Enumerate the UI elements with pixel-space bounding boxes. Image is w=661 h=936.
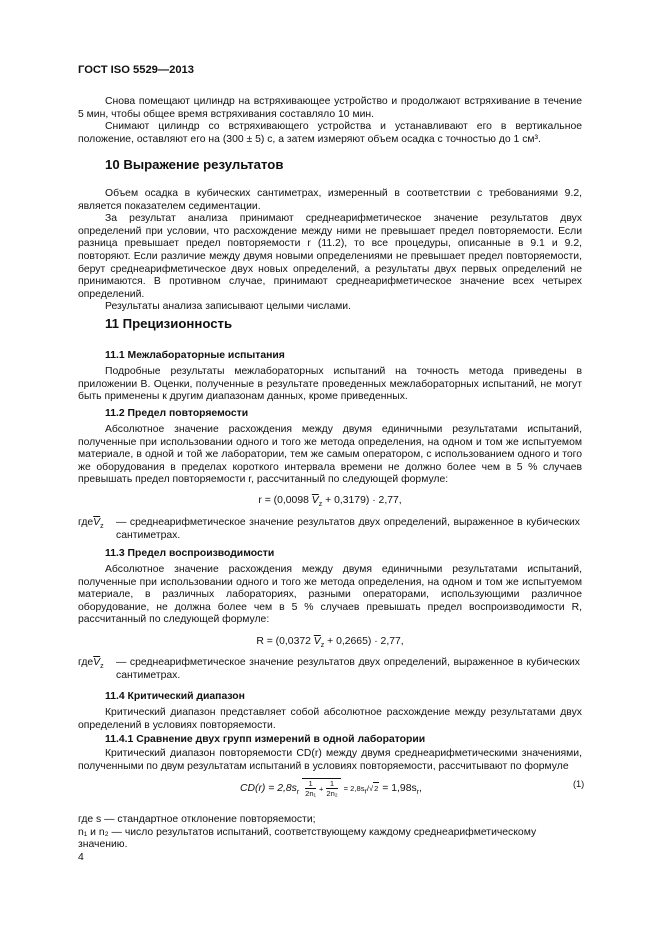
section-10-body — [78, 188, 582, 314]
where-clause-repeatability: $где\overline{V}_z$ — среднеарифметическое значение результатов двух определений, выраженное в кубических сантиметрах. — [78, 517, 580, 541]
section-11-2-body — [78, 424, 582, 487]
document-header: ГОСТ ISO 5529—2013 — [78, 64, 194, 76]
definitions — [78, 814, 582, 852]
section-11-1-body — [78, 366, 582, 404]
s10-paragraph-2: За результат анализа принимают среднеарифметическое значение результатов двух определений при условии, что расхождение между ними не превышает предел повторяемости. Если разница превышает предел повторяемости r (11.2), то все процедуры, описанные в 9.1 и 9.2, повторяют. Если различие между двумя новыми определениями не превышает предел повторяемости, берут среднеарифметическое двух новых определений, а результаты двух первых определений не принимаются. В противном случае, принимают среднеарифметическое значение всех четырех определений. — [78, 213, 582, 300]
equation-number: (1) — [573, 779, 585, 789]
s11-4-1-paragraph: Критический диапазон повторяемости CD(r) между двумя среднеарифметическими значениями, полученными по двум результатам испытаний в условиях повторяемости, рассчитывают по формуле — [78, 748, 582, 772]
intro-paragraph-1: Снова помещают цилиндр на встряхивающее устройство и продолжают встряхивание в течение 5 мин, чтобы общее время встряхивания составляло 10 мин. — [78, 96, 582, 120]
section-11-4-1-title: 11.4.1 Сравнение двух групп измерений в одной лаборатории — [105, 734, 426, 745]
section-11-1-title: 11.1 Межлабораторные испытания — [105, 350, 285, 361]
definition-sr: где s — стандартное отклонение повторяемости; — [78, 814, 316, 825]
section-11-4-body — [78, 707, 582, 732]
section-11-4-1-body — [78, 748, 582, 773]
section-11-3-body — [78, 564, 582, 627]
fraction-2: $\frac{1}{\text{2n₂}}$ — [326, 779, 338, 798]
s11-4-paragraph: Критический диапазон представляет собой абсолютное расхождение между результатами двух определений в условиях повторяемости. — [78, 707, 582, 731]
intro-paragraph-2: Снимают цилиндр со встряхивающего устройства и устанавливают его в вертикальное положение, оставляют его на (300 ± 5) с, а затем измеряют объем осадка с точностью до 1 см³. — [78, 121, 582, 145]
section-10-title: 10 Выражение результатов — [105, 157, 284, 172]
s11-2-paragraph: Абсолютное значение расхождения между двумя единичными результатами испытаний, полученные при использовании одного и того же метода определения, на одном и том же испытуемом материале, в одной и той же лаборатории, тем же самым оператором, с использованием одного и того же оборудования в пределах короткого интервала времени не должно более чем в 5 % случаев превышать предел повторяемости r, рассчитанный по следующей формуле: — [78, 424, 582, 486]
definition-n1-n2: n₁ и n₂ — число результатов испытаний, соответствующему каждому среднеарифметическому значению. — [78, 826, 537, 851]
section-11-title: 11 Прецизионность — [105, 316, 233, 331]
where-clause-reproducibility: $где\overline{V}_z$ — среднеарифметическое значение результатов двух определений, выраженное в кубических сантиметрах. — [78, 657, 580, 681]
s10-paragraph-1: Объем осадка в кубических сантиметрах, измеренный в соответствии с требованиями 9.2, является показателем седиментации. — [78, 188, 582, 212]
formula-reproducibility: R = (0,0372 $\overline{V}_z + 0,2665) \cdot 2,77$, — [256, 636, 404, 650]
page-number: 4 — [78, 852, 84, 863]
formula-repeatability: r = (0,0098 $\overline{V}_z + 0,3179) \cdot 2,77$, — [258, 495, 402, 509]
s11-1-paragraph: Подробные результаты межлабораторных испытаний на точность метода приведены в приложении В. Оценки, полученные в результате проведенных межлабораторных испытаний, не могут быть применены к другим диапазонам данных, кроме приведенных. — [78, 366, 582, 403]
section-11-3-title: 11.3 Предел воспроизводимости — [105, 548, 275, 559]
formula-critical-difference: $CD(r) = 2,8s_r$ $\frac{1}{\text{2n₁}}$ + $\frac{1}{\text{2n₂}}$ = $2,8s_r/√2 = 1,98s_r$, — [240, 779, 422, 798]
s11-3-paragraph: Абсолютное значение расхождения между двумя единичными результатами испытаний, полученные при использовании одного и того же метода определения, на одном и том же испытуемом материале, в различных лабораториях, разными операторами, использующими различное оборудование, не должна более чем в 5 % случаев превышать предел воспроизводимости R, рассчитанный по следующей формуле: — [78, 564, 582, 626]
section-11-2-title: 11.2 Предел повторяемости — [105, 408, 249, 419]
fraction-1: $\frac{1}{\text{2n₁}}$ — [305, 779, 317, 798]
section-11-4-title: 11.4 Критический диапазон — [105, 691, 245, 702]
intro-text — [78, 96, 582, 146]
sqrt-expression: $\frac{1}{\text{2n₁}}$ + $\frac{1}{\text{2n₂}}$ — [302, 778, 341, 798]
s10-paragraph-3: Результаты анализа записывают целыми числами. — [105, 301, 351, 313]
